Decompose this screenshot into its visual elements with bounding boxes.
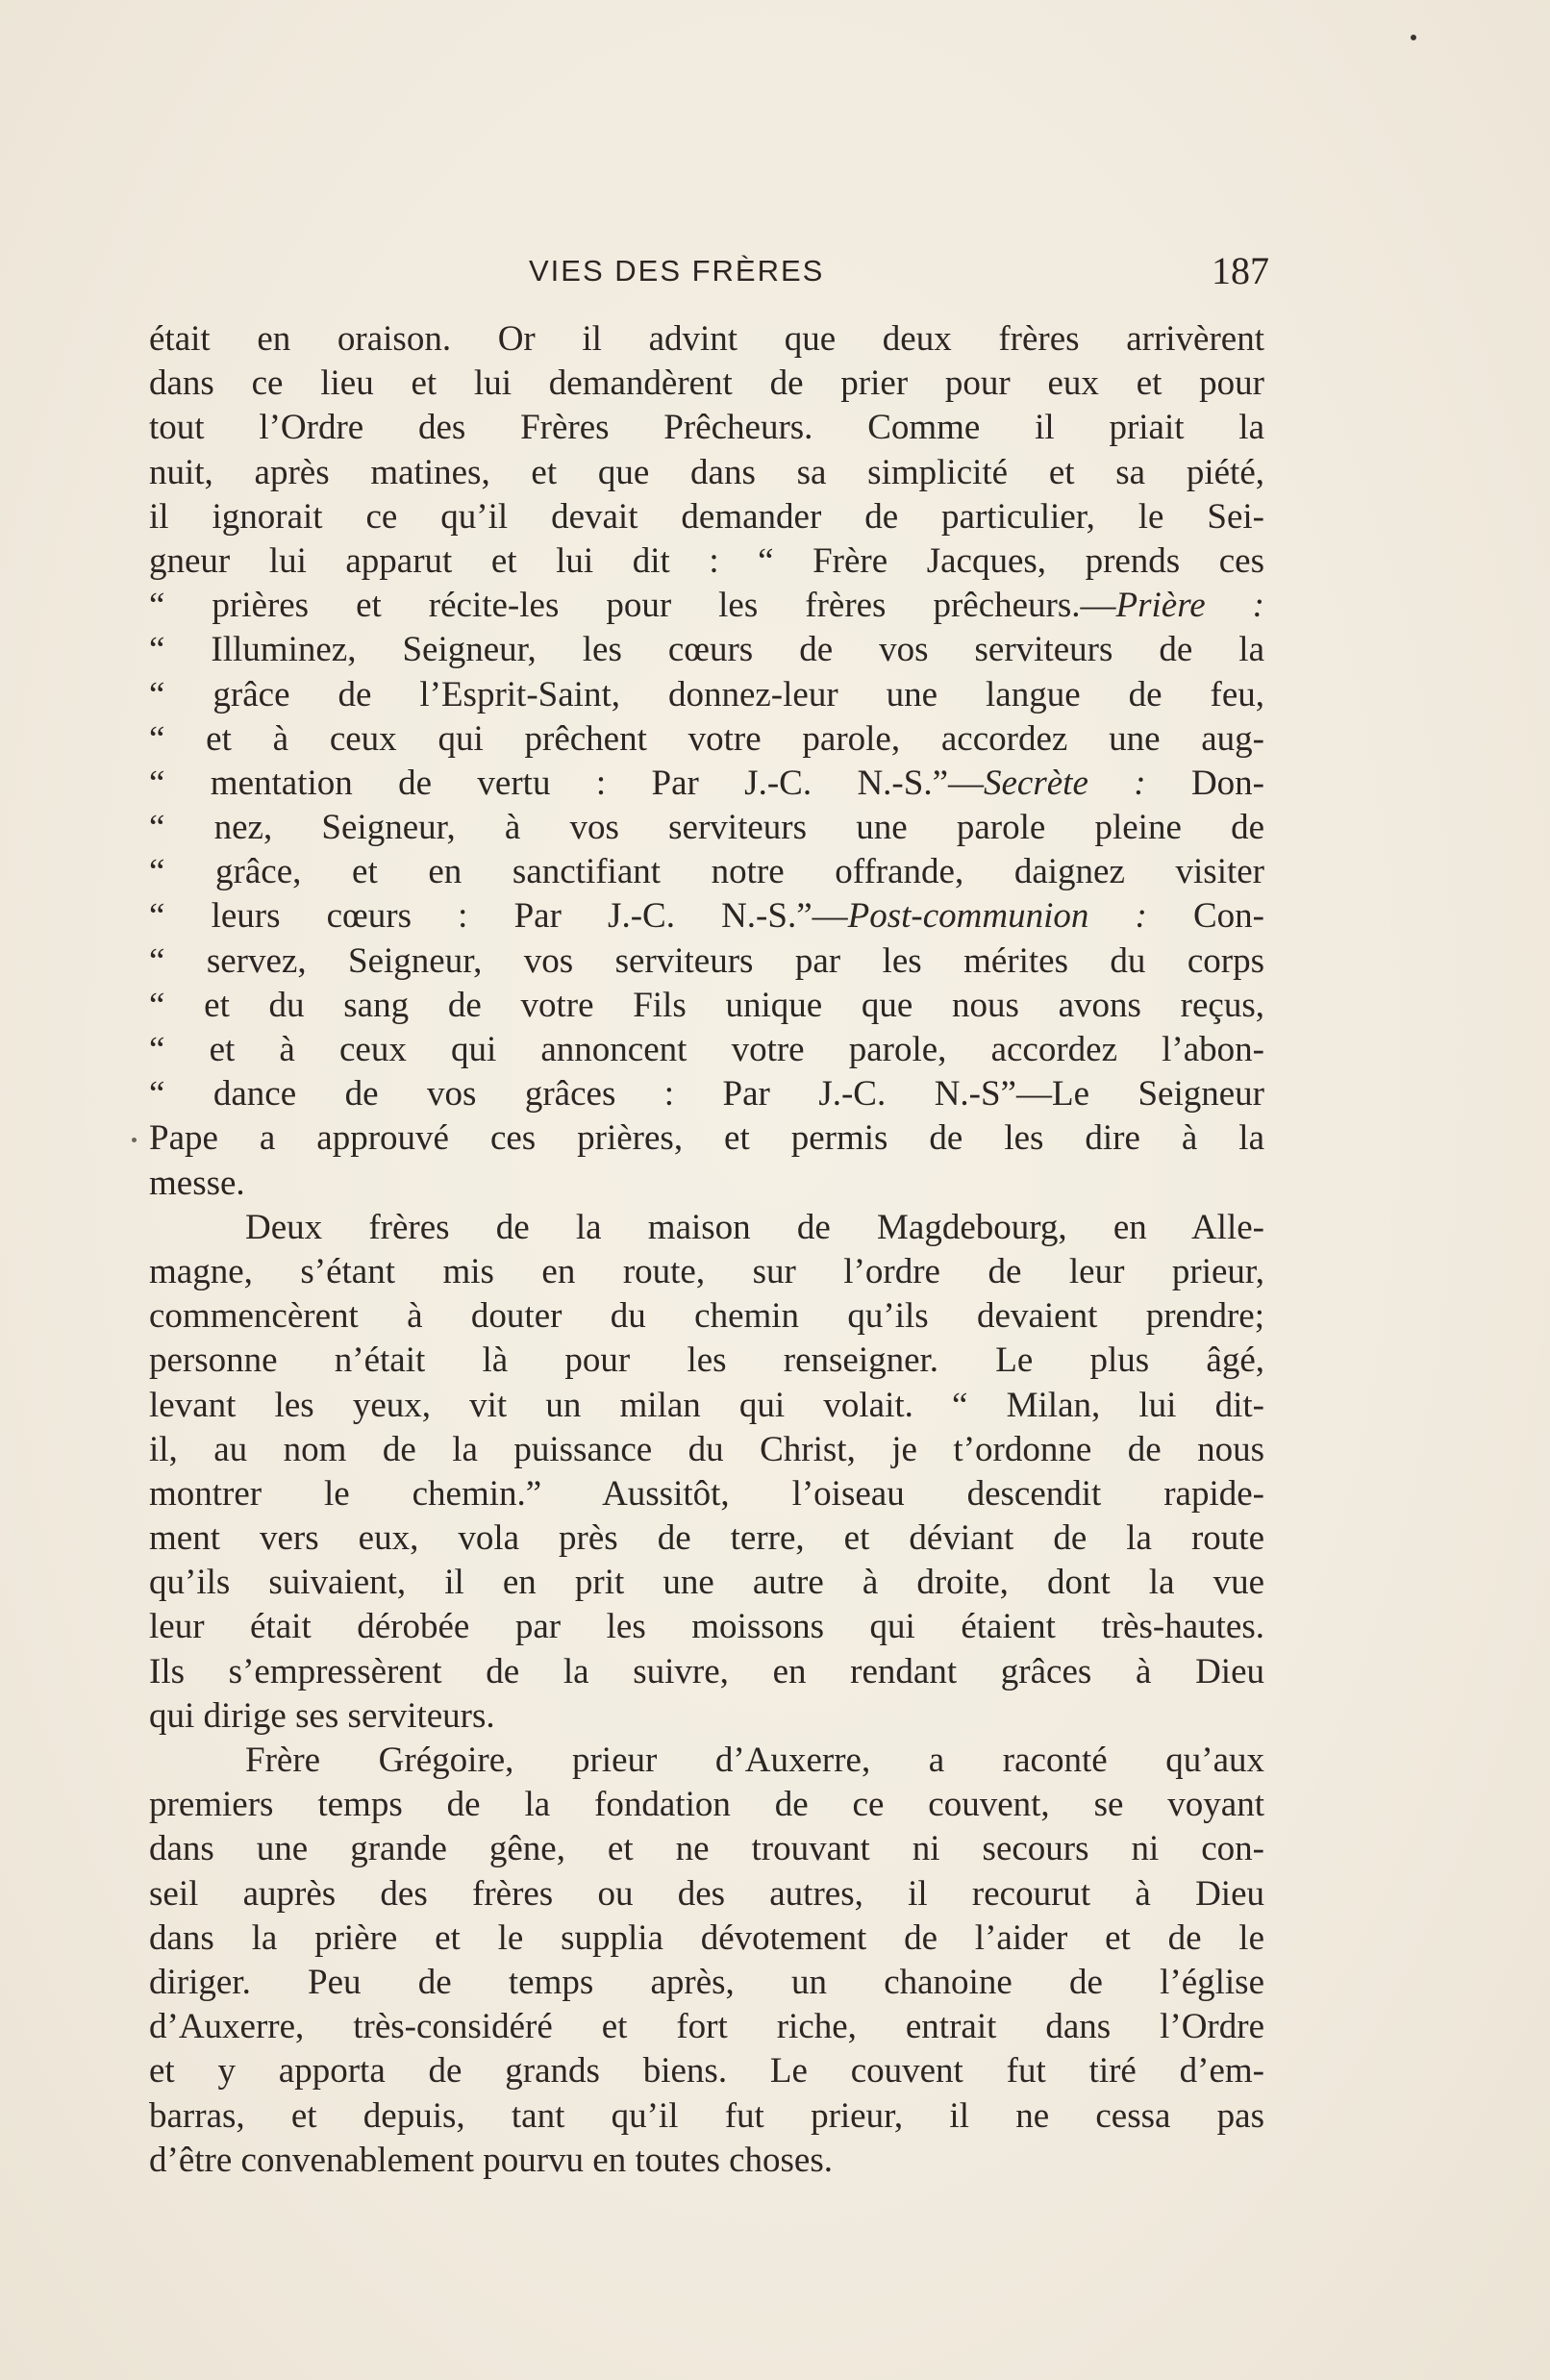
text-line: était en oraison. Or il advint que deux frères arrivèrent	[149, 319, 1264, 359]
text-line: leur était dérobée par les moissons qui étaient très-hautes.	[149, 1607, 1264, 1647]
text-line: et y apporta de grands biens. Le couvent fut tiré d’em-	[149, 2051, 1264, 2092]
text-line: diriger. Peu de temps après, un chanoine de l’église	[149, 1962, 1264, 2002]
text-line: premiers temps de la fondation de ce couvent, se voyant	[149, 1785, 1264, 1825]
text-line	[149, 894, 1264, 939]
text-line: d’être convenablement pourvu en toutes choses.	[149, 2140, 833, 2180]
text-line: “ servez, Seigneur, vos serviteurs par les mérites du corps	[149, 940, 1264, 981]
text-line: dans la prière et le supplia dévotement de l’aider et de le	[149, 1917, 1264, 1958]
margin-mark	[132, 1138, 137, 1142]
text-line: il, au nom de la puissance du Christ, je t’ordonne de nous	[149, 1429, 1264, 1469]
text-line: Deux frères de la maison de Magdebourg, en Alle-	[245, 1207, 1264, 1247]
text-line: “ Illuminez, Seigneur, les cœurs de vos serviteurs de la	[149, 630, 1264, 670]
text-line	[149, 584, 1264, 628]
italic-heading-postcommunion: Post-communion :	[847, 896, 1147, 937]
text-line: “ grâce, et en sanctifiant notre offrande, daignez visiter	[149, 852, 1264, 892]
text-segment: Don-	[1145, 763, 1264, 803]
page-header	[144, 248, 1269, 296]
text-segment: “ leurs cœurs : Par J.-C. N.-S.”—	[149, 896, 848, 937]
text-line: d’Auxerre, très-considéré et fort riche, entrait dans l’Ordre	[149, 2007, 1264, 2047]
text-line: commencèrent à douter du chemin qu’ils devaient prendre;	[149, 1296, 1264, 1337]
text-segment: “ mentation de vertu : Par J.-C. N.-S.”—	[149, 763, 984, 803]
body-text	[149, 317, 1264, 2183]
text-line: nuit, après matines, et que dans sa simplicité et sa piété,	[149, 452, 1264, 492]
text-line: montrer le chemin.” Aussitôt, l’oiseau descendit rapide-	[149, 1473, 1264, 1514]
text-line: il ignorait ce qu’il devait demander de particulier, le Sei-	[149, 496, 1264, 537]
running-title: VIES DES FRÈRES	[529, 254, 825, 288]
paper-speck	[1411, 35, 1416, 40]
text-line: magne, s’étant mis en route, sur l’ordre de leur prieur,	[149, 1251, 1264, 1291]
italic-heading-priere: Prière :	[1115, 586, 1264, 626]
text-line: seil auprès des frères ou des autres, il recourut à Dieu	[149, 1873, 1264, 1914]
text-line: Ils s’empressèrent de la suivre, en rendant grâces à Dieu	[149, 1651, 1264, 1691]
text-line: “ et à ceux qui prêchent votre parole, accordez une aug-	[149, 718, 1264, 759]
text-line: levant les yeux, vit un milan qui volait. “ Milan, lui dit-	[149, 1385, 1264, 1425]
text-segment: “ prières et récite-les pour les frères prêcheurs.—	[149, 586, 1116, 626]
text-line: qui dirige ses serviteurs.	[149, 1695, 495, 1736]
text-line: “ grâce de l’Esprit-Saint, donnez-leur une langue de feu,	[149, 674, 1264, 714]
text-line: “ et à ceux qui annoncent votre parole, accordez l’abon-	[149, 1030, 1264, 1069]
text-line: barras, et depuis, tant qu’il fut prieur, il ne cessa pas	[149, 2095, 1264, 2136]
text-line: ment vers eux, vola près de terre, et déviant de la route	[149, 1518, 1264, 1559]
text-segment: Con-	[1146, 896, 1264, 937]
italic-heading-secrete: Secrète :	[984, 763, 1146, 803]
text-line: Frère Grégoire, prieur d’Auxerre, a raconté qu’aux	[245, 1741, 1264, 1780]
text-line: dans ce lieu et lui demandèrent de prier pour eux et pour	[149, 363, 1264, 404]
page-number: 187	[1212, 249, 1269, 292]
text-line: “ et du sang de votre Fils unique que nous avons reçus,	[149, 985, 1264, 1025]
text-line: messe.	[149, 1163, 245, 1203]
text-line: gneur lui apparut et lui dit : “ Frère Jacques, prends ces	[149, 540, 1264, 581]
text-line	[149, 762, 1264, 806]
text-line: personne n’était là pour les renseigner. Le plus âgé,	[149, 1340, 1264, 1381]
text-line: tout l’Ordre des Frères Prêcheurs. Comme il priait la	[149, 408, 1264, 448]
text-line: Pape a approuvé ces prières, et permis de les dire à la	[149, 1118, 1264, 1159]
text-line: dans une grande gêne, et ne trouvant ni secours ni con-	[149, 1829, 1264, 1869]
text-line: qu’ils suivaient, il en prit une autre à droite, dont la vue	[149, 1563, 1264, 1603]
text-line: “ nez, Seigneur, à vos serviteurs une parole pleine de	[149, 808, 1264, 848]
text-line: “ dance de vos grâces : Par J.-C. N.-S”—Le Seigneur	[149, 1074, 1264, 1115]
